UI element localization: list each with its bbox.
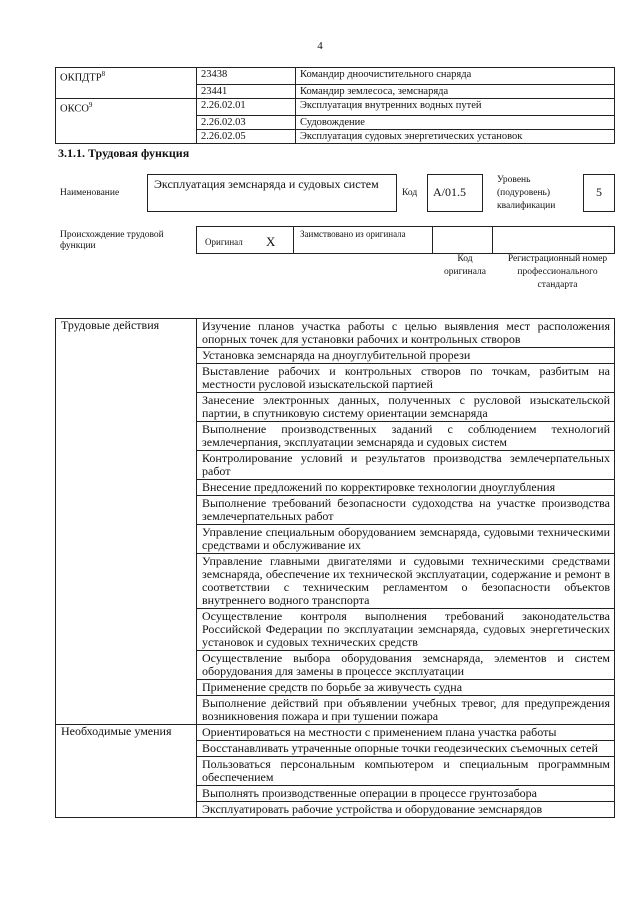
labor-action-row-text: Выполнение действий при объявлении учебных тревог, для предупреждения возникновения пожара и при тушении пожара: [197, 696, 615, 725]
classifier-table: [55, 67, 615, 144]
footnote-ref: 9: [88, 101, 93, 109]
original-label: Оригинал: [205, 237, 243, 247]
classifier-system: [56, 99, 197, 116]
labor-action-row-text: Применение средств по борьбе за живучесть судна: [197, 680, 615, 696]
classifier-system: [56, 116, 197, 130]
classifier-name: Командир землесоса, земснаряда: [296, 85, 615, 99]
level-label: Уровень (подуровень) квалификации: [497, 175, 556, 211]
classifier-name: Эксплуатация судовых энергетических установок: [296, 130, 615, 144]
classifier-system: [56, 68, 197, 85]
classifier-code: 2.26.02.01: [197, 99, 296, 116]
labor-action-row-text: Осуществление контроля выполнения требований законодательства Российской Федерации по эксплуатации земснаряда, судовых энергетических установок и судовых технических средств: [197, 609, 615, 651]
classifier-system: [56, 130, 197, 144]
page-number: 4: [317, 40, 323, 52]
classifier-row: [56, 85, 615, 99]
labor-action-row-text: Выставление рабочих и контрольных створов по точкам, разбитым на местности русловой изыскательской партией: [197, 364, 615, 393]
borrowed-label: Заимствовано из оригинала: [300, 229, 406, 239]
labor-action-row-text: Внесение предложений по корректировке технологии дноуглубления: [197, 480, 615, 496]
skills-label: Необходимые умения: [56, 725, 197, 818]
classifier-code: 2.26.02.03: [197, 116, 296, 130]
registration-box: [492, 226, 615, 254]
classifier-system: [56, 85, 197, 99]
classifier-name: Командир дноочистительного снаряда: [296, 68, 615, 85]
labor-action-row-text: Управление главными двигателями и судовыми техническими средствами земснаряда, обеспечение их технической эксплуатации, содержание и ремонт в соответствии с техническим регламентом о безопасности объектов внутреннего водного транспорта: [197, 554, 615, 609]
classifier-code: 23441: [197, 85, 296, 99]
level-value: 5: [583, 174, 615, 212]
classifier-code: 2.26.02.05: [197, 130, 296, 144]
classifier-row: [56, 130, 615, 144]
labor-action-row-text: Осуществление выбора оборудования земснаряда, элементов и систем оборудования для замены в процессе эксплуатации: [197, 651, 615, 680]
function-code: A/01.5: [427, 174, 483, 212]
classifier-row: [56, 68, 615, 85]
classifier-system-name: ОКСО: [60, 103, 89, 115]
code-label: Код: [402, 188, 418, 198]
skill-row-text: Ориентироваться на местности с применением плана участка работы: [197, 725, 615, 741]
skill-row-text: Восстанавливать утраченные опорные точки геодезических съемочных сетей: [197, 741, 615, 757]
classifier-row: [56, 99, 615, 116]
code-original-caption: Код оригинала: [444, 254, 486, 277]
function-name: Эксплуатация земснаряда и судовых систем: [147, 174, 397, 212]
classifier-system-name: ОКПДТР: [60, 72, 102, 84]
classifier-name: Эксплуатация внутренних водных путей: [296, 99, 615, 116]
registration-number-caption: Регистрационный номер профессионального стандарта: [507, 254, 608, 290]
labor-action-row: [56, 319, 615, 348]
labor-action-row-text: Выполнение производственных заданий с соблюдением технологий землечерпания, эксплуатации земснаряда и судовых систем: [197, 422, 615, 451]
skill-row: [56, 725, 615, 741]
labor-action-row-text: Управление специальным оборудованием земснаряда, судовыми техническими средствами и обслуживание их: [197, 525, 615, 554]
section-title: 3.1.1. Трудовая функция: [58, 146, 190, 160]
labor-action-row-text: Установка земснаряда на дноуглубительной прорези: [197, 348, 615, 364]
labor-action-row-text: Выполнение требований безопасности судоходства на участке производства землечерпательных работ: [197, 496, 615, 525]
labor-actions-label: Трудовые действия: [56, 319, 197, 725]
function-details-table: [55, 318, 615, 818]
origin-divider: [293, 227, 294, 253]
classifier-name: Судовождение: [296, 116, 615, 130]
name-label: Наименование: [60, 188, 120, 198]
footnote-ref: 8: [101, 70, 106, 78]
original-mark: X: [266, 234, 276, 249]
labor-action-row-text: Занесение электронных данных, полученных с русловой изыскательской партии, в спутниковую систему ориентации земснаряда: [197, 393, 615, 422]
classifier-row: [56, 116, 615, 130]
origin-box: [196, 226, 493, 254]
skill-row-text: Выполнять производственные операции в процессе грунтозабора: [197, 786, 615, 802]
labor-action-row-text: Изучение планов участка работы с целью выявления мест расположения опорных точек для установки рабочих и контрольных створов: [197, 319, 615, 348]
skill-row-text: Пользоваться персональным компьютером и специальным программным обеспечением: [197, 757, 615, 786]
labor-action-row-text: Контролирование условий и результатов производства землечерпательных работ: [197, 451, 615, 480]
origin-label: Происхождение трудовой функции: [60, 230, 164, 251]
origin-divider: [432, 227, 433, 253]
classifier-code: 23438: [197, 68, 296, 85]
skill-row-text: Эксплуатировать рабочие устройства и оборудование земснарядов: [197, 802, 615, 818]
